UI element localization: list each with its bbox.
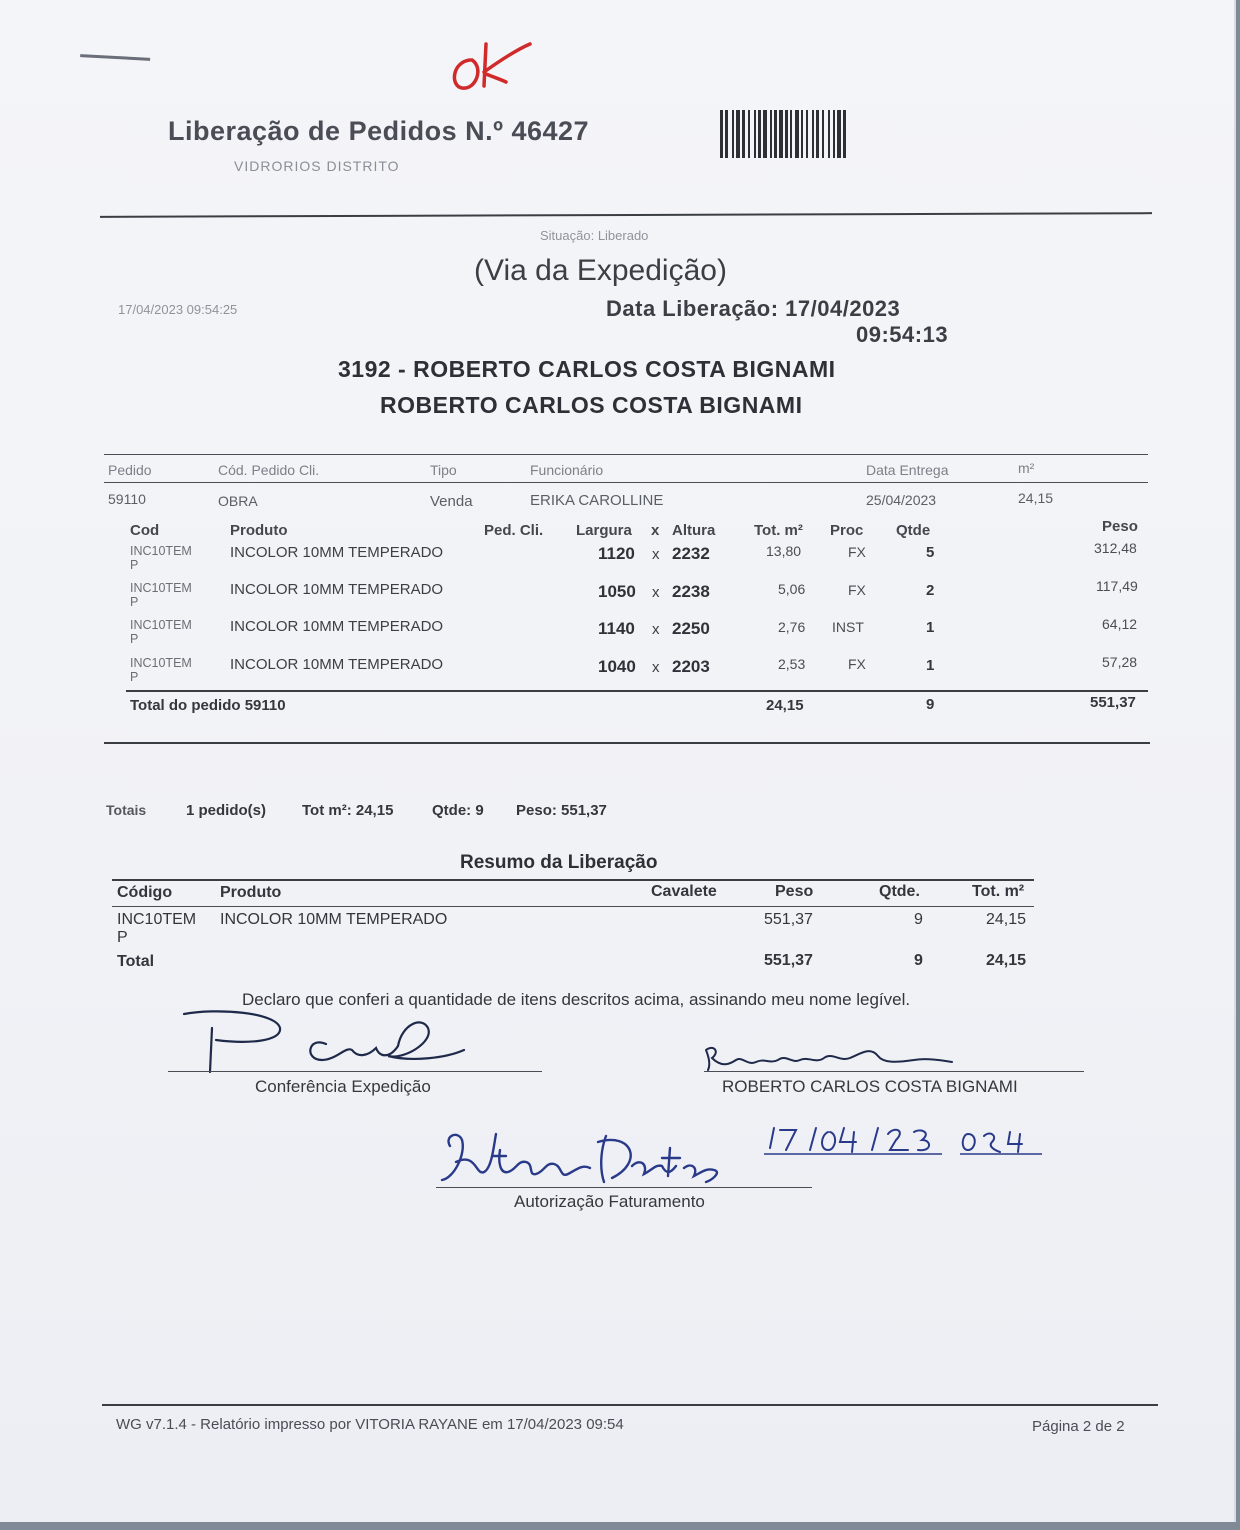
row-x: x	[652, 659, 660, 676]
order-total-qtde: 9	[926, 696, 935, 713]
caption-autorizacao: Autorização Faturamento	[514, 1192, 705, 1211]
totals-pedidos: 1 pedido(s)	[186, 802, 267, 819]
label-funcionario: Funcionário	[530, 462, 604, 478]
row-tot-m2: 5,06	[778, 581, 806, 597]
caption-conferencia: Conferência Expedição	[255, 1077, 431, 1096]
release-date: Data Liberação: 17/04/2023	[606, 296, 901, 321]
summary-title: Resumo da Liberação	[460, 852, 658, 873]
value-tipo: Venda	[430, 493, 473, 510]
totals-label: Totais	[106, 802, 147, 818]
row-qtde: 1	[926, 657, 935, 674]
value-cod-pedido-cli: OBRA	[218, 493, 258, 509]
col-proc: Proc	[830, 522, 864, 539]
label-m2: m²	[1018, 460, 1035, 476]
row-peso: 117,49	[1096, 578, 1138, 594]
signature-line-cliente	[704, 1071, 1084, 1072]
label-cod-pedido-cli: Cód. Pedido Cli.	[218, 462, 320, 478]
summary-top-rule	[112, 879, 1034, 881]
footer-rule	[102, 1404, 1158, 1406]
row-qtde: 1	[926, 619, 935, 636]
items-end-rule	[104, 742, 1150, 744]
col-cod: Cod	[130, 522, 160, 539]
handwritten-date-text	[762, 1122, 922, 1150]
row-qtde: 2	[926, 582, 935, 599]
row-peso: 64,12	[1102, 616, 1138, 632]
summary-row-codigo: INC10TEM	[117, 911, 197, 928]
value-funcionario: ERIKA CAROLLINE	[530, 492, 664, 509]
signature-line-autorizacao	[436, 1187, 812, 1188]
row-proc: INST	[832, 619, 864, 635]
row-peso: 57,28	[1102, 654, 1138, 670]
value-pedido: 59110	[108, 491, 146, 507]
pen-mark	[80, 54, 150, 67]
row-produto: INCOLOR 10MM TEMPERADO	[230, 656, 444, 673]
summary-col-produto: Produto	[220, 884, 282, 901]
order-header-mid-rule	[104, 482, 1148, 483]
row-proc: FX	[848, 656, 866, 672]
row-cod: INC10TEM	[130, 618, 192, 632]
row-altura: 2203	[672, 657, 710, 676]
summary-col-tot-m2: Tot. m²	[972, 883, 1025, 900]
row-qtde: 5	[926, 544, 935, 561]
summary-total-tot-m2: 24,15	[986, 952, 1027, 969]
summary-row-qtde: 9	[914, 911, 923, 928]
summary-col-codigo: Código	[117, 884, 173, 901]
row-x: x	[652, 546, 660, 563]
printed-timestamp: 17/04/2023 09:54:25	[118, 302, 238, 317]
summary-col-peso: Peso	[775, 883, 814, 900]
summary-row-tot-m2: 24,15	[986, 911, 1027, 928]
col-produto: Produto	[230, 522, 288, 539]
order-total-m2: 24,15	[766, 697, 804, 714]
summary-row-produto: INCOLOR 10MM TEMPERADO	[220, 911, 448, 928]
footer-report-info: WG v7.1.4 - Relatório impresso por VITORIA RAYANE em 17/04/2023 09:54	[116, 1416, 624, 1433]
col-ped-cli: Ped. Cli.	[484, 522, 544, 539]
release-time: 09:54:13	[856, 322, 949, 347]
value-data-entrega: 25/04/2023	[866, 492, 937, 508]
summary-total-peso: 551,37	[764, 952, 813, 969]
col-peso: Peso	[1102, 518, 1138, 535]
row-altura: 2232	[672, 544, 710, 563]
label-data-entrega: Data Entrega	[866, 462, 949, 478]
row-proc: FX	[848, 582, 866, 598]
row-altura: 2238	[672, 582, 710, 601]
row-produto: INCOLOR 10MM TEMPERADO	[230, 581, 444, 598]
row-cod: INC10TEM	[130, 544, 192, 558]
signature-line-conferencia	[168, 1071, 542, 1072]
signature-autorizacao-text	[436, 1130, 687, 1175]
client-name: ROBERTO CARLOS COSTA BIGNAMI	[380, 392, 803, 418]
totals-peso: Peso: 551,37	[516, 802, 607, 819]
row-x: x	[652, 621, 660, 638]
situation-text: Situação: Liberado	[540, 228, 649, 243]
row-tot-m2: 2,53	[778, 656, 806, 672]
summary-header-rule	[112, 906, 1034, 907]
col-tot-m2: Tot. m²	[754, 522, 803, 539]
row-cod-suffix: P	[130, 558, 139, 572]
row-cod-suffix: P	[130, 632, 139, 646]
order-total-label: Total do pedido 59110	[130, 697, 286, 714]
col-largura: Largura	[576, 522, 632, 539]
row-cod-suffix: P	[130, 595, 139, 609]
col-altura: Altura	[672, 522, 716, 539]
row-tot-m2: 2,76	[778, 619, 806, 635]
col-qtde: Qtde	[896, 522, 931, 539]
row-cod: INC10TEM	[130, 581, 192, 595]
row-largura: 1140	[598, 619, 635, 638]
row-cod: INC10TEM	[130, 656, 192, 670]
barcode	[720, 110, 906, 158]
col-x: x	[651, 522, 660, 539]
company-name: VIDRORIOS DISTRITO	[234, 158, 400, 174]
via-title: (Via da Expedição)	[474, 254, 727, 287]
signature-conferencia	[176, 1006, 476, 1076]
row-peso: 312,48	[1094, 540, 1137, 556]
items-total-rule	[126, 690, 1148, 692]
summary-col-cavalete: Cavalete	[651, 883, 717, 900]
row-produto: INCOLOR 10MM TEMPERADO	[230, 544, 444, 561]
header-divider	[100, 212, 1152, 218]
order-header-top-rule	[104, 454, 1148, 455]
footer-page-number: Página 2 de 2	[1032, 1418, 1125, 1435]
order-total-peso: 551,37	[1090, 694, 1136, 711]
row-altura: 2250	[672, 619, 710, 638]
document-title: Liberação de Pedidos N.º 46427	[168, 116, 590, 146]
summary-col-qtde: Qtde.	[879, 883, 920, 900]
label-tipo: Tipo	[430, 462, 457, 478]
summary-row-codigo-suffix: P	[117, 929, 128, 946]
summary-row-peso: 551,37	[764, 911, 813, 928]
client-code-name: 3192 - ROBERTO CARLOS COSTA BIGNAMI	[338, 356, 836, 382]
label-pedido: Pedido	[108, 462, 152, 478]
row-cod-suffix: P	[130, 670, 139, 684]
row-largura: 1040	[598, 657, 636, 676]
declaration-text: Declaro que conferi a quantidade de itens descritos acima, assinando meu nome legível.	[242, 990, 911, 1009]
row-largura: 1050	[598, 582, 636, 601]
value-m2: 24,15	[1018, 490, 1054, 506]
row-tot-m2: 13,80	[766, 543, 802, 559]
row-proc: FX	[848, 544, 866, 560]
barcode-bar	[846, 110, 848, 158]
summary-total-qtde: 9	[914, 952, 923, 969]
row-produto: INCOLOR 10MM TEMPERADO	[230, 618, 444, 635]
row-x: x	[652, 584, 660, 601]
handwritten-ok-mark	[440, 38, 540, 98]
totals-m2: Tot m²: 24,15	[302, 802, 394, 819]
caption-cliente: ROBERTO CARLOS COSTA BIGNAMI	[722, 1077, 1018, 1096]
totals-qtde: Qtde: 9	[432, 802, 484, 819]
row-largura: 1120	[598, 544, 635, 563]
summary-total-label: Total	[117, 953, 155, 970]
